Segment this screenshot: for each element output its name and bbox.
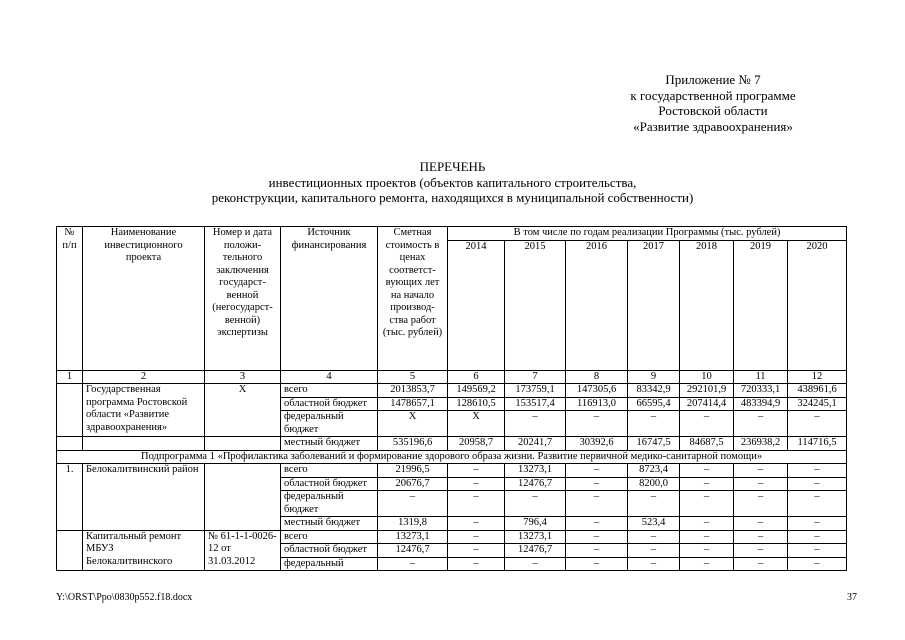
source-cell: областной бюджет <box>281 477 378 491</box>
table-row <box>57 464 847 478</box>
value-cell: 1478657,1 <box>378 397 448 411</box>
appendix-line: к государственной программе <box>630 87 796 103</box>
value-cell: 83342,9 <box>628 384 680 398</box>
value-cell: – <box>628 557 680 571</box>
value-cell: 1319,8 <box>378 517 448 531</box>
empty-cell <box>205 437 281 451</box>
item-name: Белокалитвинский район <box>83 464 205 531</box>
header-year: 2020 <box>788 240 847 370</box>
value-cell: – <box>448 544 505 558</box>
value-cell: – <box>378 491 448 517</box>
value-cell: 483394,9 <box>734 397 788 411</box>
value-cell: 324245,1 <box>788 397 847 411</box>
value-cell: – <box>448 491 505 517</box>
value-cell: – <box>628 411 680 437</box>
value-cell: 8723,4 <box>628 464 680 478</box>
value-cell: 20241,7 <box>505 437 566 451</box>
value-cell: – <box>448 517 505 531</box>
col-number: 6 <box>448 370 505 384</box>
value-cell: 147305,6 <box>566 384 628 398</box>
value-cell: – <box>566 530 628 544</box>
value-cell: 13273,1 <box>505 530 566 544</box>
value-cell: – <box>566 544 628 558</box>
value-cell: Х <box>448 411 505 437</box>
value-cell: 116913,0 <box>566 397 628 411</box>
value-cell: – <box>566 517 628 531</box>
value-cell: – <box>788 464 847 478</box>
value-cell: – <box>378 557 448 571</box>
value-cell: – <box>734 464 788 478</box>
value-cell: – <box>734 411 788 437</box>
value-cell: 16747,5 <box>628 437 680 451</box>
table-row <box>57 530 847 544</box>
value-cell: 12476,7 <box>378 544 448 558</box>
value-cell: – <box>448 464 505 478</box>
value-cell: – <box>628 491 680 517</box>
value-cell: – <box>628 530 680 544</box>
value-cell: – <box>788 544 847 558</box>
value-cell: – <box>448 530 505 544</box>
empty-cell <box>83 437 205 451</box>
header-year: 2014 <box>448 240 505 370</box>
value-cell: – <box>566 464 628 478</box>
value-cell: – <box>788 517 847 531</box>
col-number: 10 <box>680 370 734 384</box>
value-cell: 66595,4 <box>628 397 680 411</box>
value-cell: – <box>734 517 788 531</box>
value-cell: – <box>680 477 734 491</box>
value-cell: – <box>680 411 734 437</box>
header-year: 2018 <box>680 240 734 370</box>
header-doc: Номер и дата положи-тельного заключения государст-венной (негосударст-венной) экспертизы <box>205 227 281 371</box>
source-cell: всего <box>281 384 378 398</box>
value-cell: – <box>788 491 847 517</box>
col-number: 7 <box>505 370 566 384</box>
value-cell: – <box>680 530 734 544</box>
source-cell: всего <box>281 464 378 478</box>
value-cell: – <box>448 557 505 571</box>
value-cell: 13273,1 <box>505 464 566 478</box>
item-doc: № 61-1-1-0026-12 от 31.03.2012 <box>205 530 281 571</box>
value-cell: – <box>788 557 847 571</box>
value-cell: – <box>734 477 788 491</box>
header-year: 2019 <box>734 240 788 370</box>
table-row <box>57 384 847 398</box>
table-row <box>57 437 847 451</box>
row-num <box>57 384 83 437</box>
value-cell: 153517,4 <box>505 397 566 411</box>
value-cell: 2013853,7 <box>378 384 448 398</box>
appendix-block <box>583 72 843 134</box>
document-title <box>0 159 905 206</box>
value-cell: – <box>680 517 734 531</box>
value-cell: 84687,5 <box>680 437 734 451</box>
row-num <box>57 437 83 451</box>
value-cell: 12476,7 <box>505 477 566 491</box>
value-cell: – <box>734 530 788 544</box>
value-cell: 149569,2 <box>448 384 505 398</box>
value-cell: 292101,9 <box>680 384 734 398</box>
value-cell: 720333,1 <box>734 384 788 398</box>
investment-projects-table <box>56 226 847 571</box>
value-cell: – <box>505 557 566 571</box>
value-cell: 523,4 <box>628 517 680 531</box>
value-cell: 12476,7 <box>505 544 566 558</box>
value-cell: – <box>566 491 628 517</box>
value-cell: 21996,5 <box>378 464 448 478</box>
value-cell: – <box>734 557 788 571</box>
value-cell: 207414,4 <box>680 397 734 411</box>
col-number: 9 <box>628 370 680 384</box>
value-cell: – <box>628 544 680 558</box>
value-cell: – <box>788 477 847 491</box>
title-line: инвестиционных проектов (объектов капитального строительства, <box>268 174 637 190</box>
subprogram-row <box>57 450 847 464</box>
source-cell: федеральный бюджет <box>281 411 378 437</box>
header-year: 2017 <box>628 240 680 370</box>
appendix-line: Ростовской области <box>658 103 768 118</box>
value-cell: 8200,0 <box>628 477 680 491</box>
row-num <box>57 530 83 571</box>
col-number: 3 <box>205 370 281 384</box>
source-cell: областной бюджет <box>281 397 378 411</box>
col-number: 5 <box>378 370 448 384</box>
row-num: 1. <box>57 464 83 531</box>
title-line: реконструкции, капитального ремонта, находящихся в муниципальной собственности) <box>211 190 694 205</box>
appendix-line: «Развитие здравоохранения» <box>633 118 793 134</box>
value-cell: 13273,1 <box>378 530 448 544</box>
source-cell: областной бюджет <box>281 544 378 558</box>
value-cell: 20676,7 <box>378 477 448 491</box>
value-cell: – <box>566 557 628 571</box>
value-cell: – <box>505 411 566 437</box>
value-cell: 128610,5 <box>448 397 505 411</box>
program-name: Государственная программа Ростовской области «Развитие здравоохранения» <box>83 384 205 437</box>
col-number: 4 <box>281 370 378 384</box>
source-cell: местный бюджет <box>281 437 378 451</box>
col-number: 8 <box>566 370 628 384</box>
source-cell: федеральный <box>281 557 378 571</box>
footer-file-path: Y:\ORST\Ppo\0830p552.f18.docx <box>56 592 193 603</box>
value-cell: – <box>788 530 847 544</box>
appendix-line: Приложение № 7 <box>665 72 761 87</box>
header-name: Наименование инвестиционного проекта <box>83 227 205 371</box>
value-cell: – <box>505 491 566 517</box>
value-cell: – <box>788 411 847 437</box>
item-doc <box>205 464 281 531</box>
value-cell: – <box>680 557 734 571</box>
value-cell: – <box>680 464 734 478</box>
title-line: ПЕРЕЧЕНЬ <box>419 159 486 174</box>
header-cost: Сметная стоимость в ценах соответст-вующих лет на начало производ-ства работ (тыс. рублей) <box>378 227 448 371</box>
header-num: № п/п <box>57 227 83 371</box>
value-cell: 236938,2 <box>734 437 788 451</box>
value-cell: – <box>734 544 788 558</box>
value-cell: 114716,5 <box>788 437 847 451</box>
item-name: Капитальный ремонт МБУЗ Белокалитвинского <box>83 530 205 571</box>
col-number: 11 <box>734 370 788 384</box>
value-cell: – <box>566 411 628 437</box>
subprogram-title: Подпрограмма 1 «Профилактика заболеваний и формирование здорового образа жизни. Развитие первичной медико-санитарной помощи» <box>57 450 847 464</box>
source-cell: всего <box>281 530 378 544</box>
program-doc: Х <box>205 384 281 437</box>
value-cell: – <box>680 544 734 558</box>
page-number: 37 <box>847 592 857 603</box>
source-cell: федеральный бюджет <box>281 491 378 517</box>
col-number: 1 <box>57 370 83 384</box>
value-cell: – <box>734 491 788 517</box>
value-cell: – <box>566 477 628 491</box>
header-years-group: В том числе по годам реализации Программы (тыс. рублей) <box>448 227 847 241</box>
col-number: 12 <box>788 370 847 384</box>
header-year: 2015 <box>505 240 566 370</box>
col-number: 2 <box>83 370 205 384</box>
header-source: Источник финансирования <box>281 227 378 371</box>
value-cell: 438961,6 <box>788 384 847 398</box>
header-row <box>57 227 847 241</box>
value-cell: 796,4 <box>505 517 566 531</box>
source-cell: местный бюджет <box>281 517 378 531</box>
value-cell: 30392,6 <box>566 437 628 451</box>
value-cell: Х <box>378 411 448 437</box>
value-cell: 535196,6 <box>378 437 448 451</box>
value-cell: – <box>448 477 505 491</box>
value-cell: – <box>680 491 734 517</box>
header-year: 2016 <box>566 240 628 370</box>
value-cell: 20958,7 <box>448 437 505 451</box>
column-number-row <box>57 370 847 384</box>
value-cell: 173759,1 <box>505 384 566 398</box>
